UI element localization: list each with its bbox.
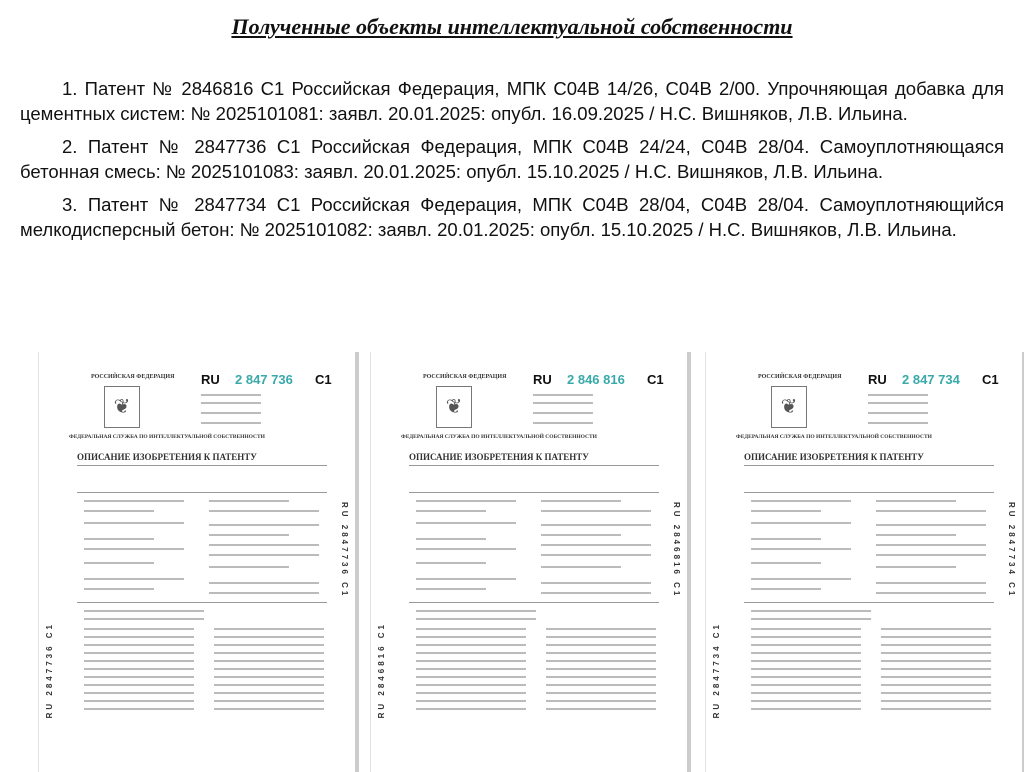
country-label: РОССИЙСКАЯ ФЕДЕРАЦИЯ — [758, 374, 842, 380]
text-line — [416, 500, 516, 502]
text-line — [416, 676, 526, 678]
text-line — [416, 578, 516, 580]
divider — [409, 492, 659, 493]
text-line — [84, 500, 184, 502]
text-line — [201, 394, 261, 396]
text-line — [751, 588, 821, 590]
text-line — [876, 544, 986, 546]
text-line — [416, 628, 526, 630]
text-line — [209, 524, 319, 526]
text-line — [214, 676, 324, 678]
text-line — [868, 422, 928, 424]
text-line — [546, 660, 656, 662]
text-line — [84, 510, 154, 512]
document-heading: ОПИСАНИЕ ИЗОБРЕТЕНИЯ К ПАТЕНТУ — [744, 452, 994, 466]
text-line — [876, 592, 986, 594]
text-line — [209, 500, 289, 502]
text-line — [751, 628, 861, 630]
text-line — [84, 636, 194, 638]
text-line — [546, 700, 656, 702]
text-line — [546, 628, 656, 630]
text-line — [416, 700, 526, 702]
text-line — [84, 676, 194, 678]
patent-number: 2 847 736 — [235, 372, 293, 387]
patent-item: 3. Патент № 2847734 С1 Российская Федерация, МПК С04В 28/04, С04В 28/04. Самоуплотняющийся мелкодисперсный бетон: № 2025101082: заявл. 20.01.2025: опубл. 15.10.2025 / Н.С. Вишняков, Л.В. Ильина. — [20, 194, 1004, 240]
text-line — [214, 628, 324, 630]
patent-kind: C1 — [647, 372, 664, 387]
text-line — [876, 500, 956, 502]
divider — [744, 492, 994, 493]
text-line — [751, 660, 861, 662]
text-line — [416, 588, 486, 590]
text-line — [751, 700, 861, 702]
text-line — [84, 522, 184, 524]
divider — [409, 602, 659, 603]
text-line — [541, 544, 651, 546]
text-line — [751, 652, 861, 654]
text-line — [876, 554, 986, 556]
text-line — [416, 522, 516, 524]
text-line — [546, 692, 656, 694]
text-line — [541, 510, 651, 512]
text-line — [84, 700, 194, 702]
text-line — [751, 668, 861, 670]
service-label: ФЕДЕРАЛЬНАЯ СЛУЖБА ПО ИНТЕЛЛЕКТУАЛЬНОЙ СОБСТВЕННОСТИ — [736, 434, 932, 440]
text-line — [876, 582, 986, 584]
divider — [77, 602, 327, 603]
text-line — [416, 562, 486, 564]
emblem-icon: ❦ — [104, 386, 140, 428]
text-line — [751, 636, 861, 638]
country-code: RU — [868, 372, 887, 387]
text-line — [416, 610, 536, 612]
text-line — [881, 668, 991, 670]
text-line — [751, 500, 851, 502]
text-line — [84, 692, 194, 694]
text-line — [881, 700, 991, 702]
text-line — [881, 644, 991, 646]
patent-kind: C1 — [982, 372, 999, 387]
text-line — [881, 676, 991, 678]
patent-item: 1. Патент № 2846816 С1 Российская Федерация, МПК С04В 14/26, С04В 2/00. Упрочняющая добавка для цементных систем: № 2025101081: заявл. 20.01.2025: опубл. 16.09.2025 / Н.С. Вишняков, Л.В. Ильина. — [20, 78, 1004, 124]
text-line — [546, 708, 656, 710]
text-line — [201, 412, 261, 414]
text-line — [751, 692, 861, 694]
text-line — [541, 554, 651, 556]
text-line — [881, 692, 991, 694]
text-line — [416, 548, 516, 550]
text-line — [84, 644, 194, 646]
text-line — [214, 708, 324, 710]
text-line — [541, 582, 651, 584]
country-code: RU — [201, 372, 220, 387]
text-line — [546, 684, 656, 686]
text-line — [84, 708, 194, 710]
text-line — [84, 610, 204, 612]
text-line — [751, 618, 871, 620]
text-line — [876, 566, 956, 568]
text-line — [209, 554, 319, 556]
text-line — [751, 676, 861, 678]
patent-number: 2 847 734 — [902, 372, 960, 387]
text-line — [84, 538, 154, 540]
text-line — [209, 592, 319, 594]
text-line — [533, 412, 593, 414]
document-heading: ОПИСАНИЕ ИЗОБРЕТЕНИЯ К ПАТЕНТУ — [77, 452, 327, 466]
text-line — [84, 562, 154, 564]
patent-number: 2 846 816 — [567, 372, 625, 387]
patent-document-image — [38, 352, 359, 772]
text-line — [214, 668, 324, 670]
text-line — [881, 636, 991, 638]
text-line — [214, 636, 324, 638]
side-number: RU 2847734 C1 — [1007, 502, 1016, 599]
text-line — [201, 422, 261, 424]
text-line — [214, 684, 324, 686]
text-line — [546, 636, 656, 638]
text-line — [868, 412, 928, 414]
text-line — [84, 548, 184, 550]
text-line — [533, 394, 593, 396]
text-line — [416, 660, 526, 662]
text-line — [751, 562, 821, 564]
text-line — [214, 660, 324, 662]
text-line — [84, 628, 194, 630]
document-heading: ОПИСАНИЕ ИЗОБРЕТЕНИЯ К ПАТЕНТУ — [409, 452, 659, 466]
text-line — [868, 394, 928, 396]
text-line — [546, 676, 656, 678]
side-number: RU 2847736 C1 — [340, 502, 349, 599]
divider — [77, 492, 327, 493]
text-line — [84, 660, 194, 662]
text-line — [876, 510, 986, 512]
country-label: РОССИЙСКАЯ ФЕДЕРАЦИЯ — [91, 374, 175, 380]
text-line — [416, 644, 526, 646]
side-number: RU 2846816 C1 — [672, 502, 681, 599]
text-line — [209, 544, 319, 546]
text-line — [209, 566, 289, 568]
text-line — [214, 652, 324, 654]
text-line — [416, 708, 526, 710]
text-line — [881, 708, 991, 710]
text-line — [416, 652, 526, 654]
emblem-icon: ❦ — [771, 386, 807, 428]
text-line — [214, 692, 324, 694]
text-line — [541, 566, 621, 568]
text-line — [881, 652, 991, 654]
side-number: RU 2846816 C1 — [377, 622, 386, 719]
patent-item: 2. Патент № 2847736 С1 Российская Федерация, МПК С04В 24/24, С04В 28/04. Самоуплотняющаяся бетонная смесь: № 2025101083: заявл. 20.01.2025: опубл. 15.10.2025 / Н.С. Вишняков, Л.В. Ильина. — [20, 136, 1004, 182]
text-line — [416, 668, 526, 670]
text-line — [546, 652, 656, 654]
text-line — [209, 582, 319, 584]
text-line — [751, 644, 861, 646]
text-line — [416, 538, 486, 540]
text-line — [876, 524, 986, 526]
text-line — [214, 644, 324, 646]
text-line — [541, 500, 621, 502]
text-line — [751, 708, 861, 710]
country-code: RU — [533, 372, 552, 387]
text-line — [209, 534, 289, 536]
country-label: РОССИЙСКАЯ ФЕДЕРАЦИЯ — [423, 374, 507, 380]
text-line — [416, 636, 526, 638]
text-line — [546, 668, 656, 670]
text-line — [541, 592, 651, 594]
emblem-icon: ❦ — [436, 386, 472, 428]
text-line — [84, 652, 194, 654]
text-line — [881, 684, 991, 686]
service-label: ФЕДЕРАЛЬНАЯ СЛУЖБА ПО ИНТЕЛЛЕКТУАЛЬНОЙ СОБСТВЕННОСТИ — [401, 434, 597, 440]
text-line — [546, 644, 656, 646]
patent-document-image — [370, 352, 691, 772]
side-number: RU 2847736 C1 — [45, 622, 54, 719]
text-line — [201, 402, 261, 404]
text-line — [84, 618, 204, 620]
patent-list — [20, 76, 1004, 250]
text-line — [868, 402, 928, 404]
text-line — [416, 692, 526, 694]
text-line — [541, 524, 651, 526]
text-line — [533, 422, 593, 424]
text-line — [533, 402, 593, 404]
service-label: ФЕДЕРАЛЬНАЯ СЛУЖБА ПО ИНТЕЛЛЕКТУАЛЬНОЙ СОБСТВЕННОСТИ — [69, 434, 265, 440]
text-line — [751, 610, 871, 612]
text-line — [416, 684, 526, 686]
text-line — [751, 538, 821, 540]
text-line — [84, 668, 194, 670]
patent-kind: C1 — [315, 372, 332, 387]
text-line — [214, 700, 324, 702]
text-line — [84, 588, 154, 590]
text-line — [751, 684, 861, 686]
text-line — [84, 578, 184, 580]
text-line — [416, 618, 536, 620]
divider — [744, 602, 994, 603]
text-line — [881, 628, 991, 630]
text-line — [751, 578, 851, 580]
text-line — [209, 510, 319, 512]
text-line — [84, 684, 194, 686]
side-number: RU 2847734 C1 — [712, 622, 721, 719]
text-line — [751, 548, 851, 550]
page-title: Полученные объекты интеллектуальной собственности — [231, 14, 793, 39]
text-line — [751, 510, 821, 512]
text-line — [416, 510, 486, 512]
text-line — [881, 660, 991, 662]
text-line — [751, 522, 851, 524]
text-line — [876, 534, 956, 536]
text-line — [541, 534, 621, 536]
patent-document-image — [705, 352, 1024, 772]
